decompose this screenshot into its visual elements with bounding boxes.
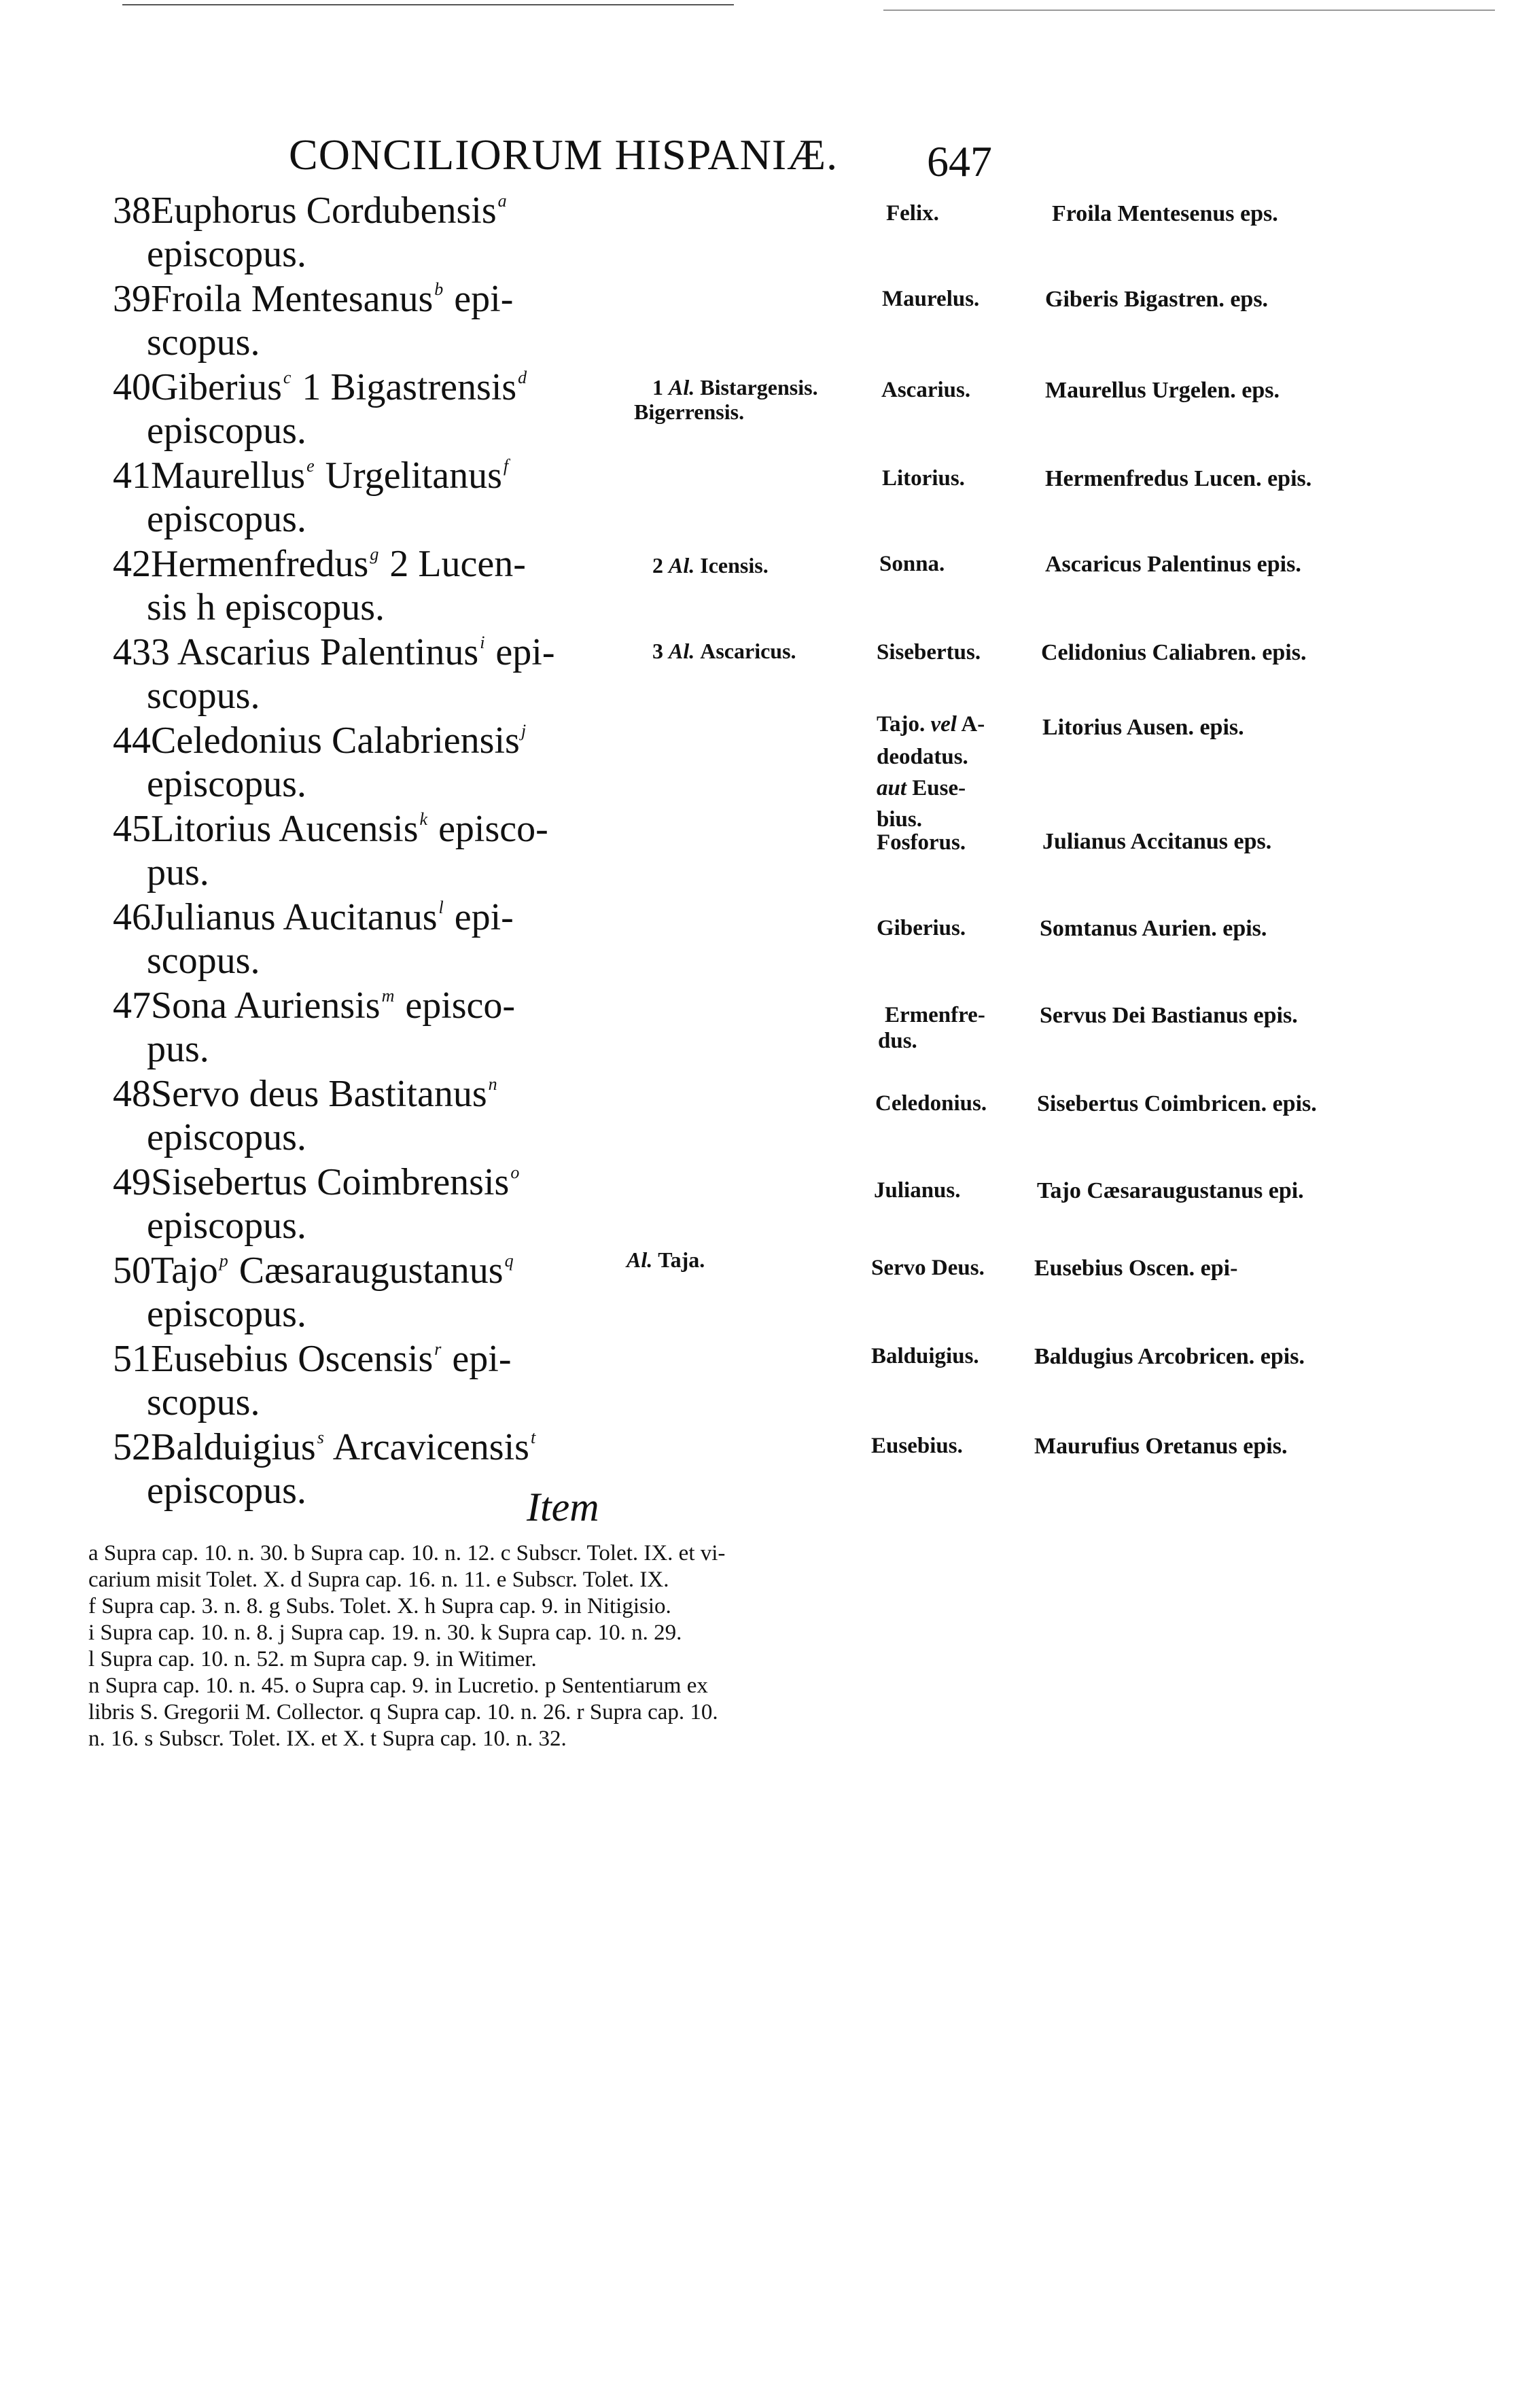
entry-line-2: episcopus.: [147, 1205, 306, 1247]
top-edge-rule-right: [883, 10, 1495, 11]
note-marker: d: [518, 368, 527, 387]
entry-name-cont: Urgelitanus: [315, 455, 502, 497]
variant-al: Al.: [669, 553, 701, 578]
column-see: Froila Mentesenus eps.: [1052, 201, 1278, 226]
entry-line-2: scopus.: [147, 1381, 260, 1423]
variant-text: Bistargensis.: [700, 375, 818, 400]
entry-line: [113, 1428, 537, 1466]
entry-line: [113, 1075, 499, 1113]
entry-line: [113, 1163, 521, 1201]
note-marker: t: [530, 1428, 536, 1447]
entry-line: [113, 1252, 515, 1290]
entry-line-2: pus.: [147, 851, 209, 893]
entry-name-cont: episco-: [429, 808, 548, 850]
column-name: Ermenfre-: [885, 1003, 985, 1027]
column-name: [877, 713, 985, 736]
column-name: Felix.: [886, 201, 939, 226]
column-name: Maurelus.: [882, 287, 980, 311]
entry-name: Froila Mentesanus: [151, 278, 434, 320]
variant-text: Taja.: [658, 1247, 705, 1272]
column-see: Servus Dei Bastianus epis.: [1040, 1003, 1298, 1028]
note-marker: p: [219, 1251, 228, 1271]
note-marker: c: [283, 368, 292, 387]
entry-number: 49: [113, 1161, 151, 1203]
note-marker: l: [438, 898, 444, 917]
note-marker: f: [503, 456, 509, 476]
entry-name-cont: 1 Bigastrensis: [292, 366, 517, 408]
column-name: Fosforus.: [877, 830, 966, 855]
entry-line-2: episcopus.: [147, 498, 306, 540]
note-marker: k: [419, 809, 428, 829]
column-see: Litorius Ausen. epis.: [1042, 715, 1244, 740]
entry-line-2: scopus.: [147, 940, 260, 982]
column-see: Baldugius Arcobricen. epis.: [1034, 1344, 1305, 1369]
footnote-line: f Supra cap. 3. n. 8. g Subs. Tolet. X. h Supra cap. 9. in Nitigisio.: [88, 1594, 671, 1618]
column-name: Servo Deus.: [871, 1256, 985, 1280]
entry-line-2: episcopus.: [147, 1116, 306, 1158]
column-name: Litorius.: [882, 466, 965, 491]
entry-name-cont: Arcavicensis: [325, 1426, 529, 1468]
footnote-line: i Supra cap. 10. n. 8. j Supra cap. 19. n. 30. k Supra cap. 10. n. 29.: [88, 1621, 682, 1645]
entry-line-2: pus.: [147, 1028, 209, 1070]
entry-number: 41: [113, 455, 151, 497]
column-name: dus.: [878, 1029, 917, 1053]
footnote-line: carium misit Tolet. X. d Supra cap. 16. n. 11. e Subscr. Tolet. IX.: [88, 1568, 669, 1592]
column-see: Ascaricus Palentinus epis.: [1045, 552, 1301, 577]
entry-line-2: episcopus.: [147, 233, 306, 275]
entry-name-cont: Cæsaraugustanus: [229, 1250, 504, 1292]
footnote-line: n. 16. s Subscr. Tolet. IX. et X. t Supra cap. 10. n. 32.: [88, 1727, 567, 1751]
note-marker: g: [370, 544, 379, 564]
note-marker: s: [317, 1428, 324, 1447]
entry-name: Giberius: [151, 366, 282, 408]
variant-number: 2: [652, 553, 669, 578]
entry-name-cont: epi-: [444, 896, 514, 938]
note-marker: e: [306, 456, 315, 476]
variant-note: [652, 554, 769, 576]
footnote-line: libris S. Gregorii M. Collector. q Supra cap. 10. n. 26. r Supra cap. 10.: [88, 1700, 718, 1724]
variant-al: Al.: [669, 639, 701, 663]
entry-name: Julianus Aucitanus: [151, 896, 438, 938]
entry-number: 50: [113, 1250, 151, 1292]
note-marker: q: [504, 1251, 514, 1271]
column-name: Balduigius.: [871, 1344, 979, 1368]
catchword: Item: [527, 1485, 599, 1529]
note-marker: i: [480, 633, 485, 652]
top-edge-rule: [122, 4, 734, 5]
entry-number: 43: [113, 631, 151, 673]
column-see: Hermenfredus Lucen. epis.: [1045, 466, 1312, 491]
entry-name-cont: 2 Lucen-: [380, 543, 526, 585]
name-part-italic: vel: [930, 712, 957, 737]
entry-line-2: episcopus.: [147, 410, 306, 452]
entry-line: [113, 192, 508, 230]
column-see: Celidonius Caliabren. epis.: [1041, 640, 1307, 665]
entry-name-cont: episco-: [395, 985, 516, 1027]
entry-number: 51: [113, 1338, 151, 1380]
column-see: Julianus Accitanus eps.: [1042, 829, 1272, 854]
variant-text: Ascaricus.: [700, 639, 796, 663]
entry-name: Litorius Aucensis: [151, 808, 419, 850]
variant-number: 3: [652, 639, 669, 663]
note-marker: a: [497, 191, 507, 211]
footnote-line: l Supra cap. 10. n. 52. m Supra cap. 9. in Witimer.: [88, 1647, 537, 1671]
entry-number: 39: [113, 278, 151, 320]
entry-line: [113, 722, 527, 760]
entry-name: Celedonius Calabriensis: [151, 720, 520, 762]
entry-line: [113, 368, 528, 406]
column-see: Somtanus Aurien. epis.: [1040, 916, 1267, 941]
column-name: bius.: [877, 807, 922, 832]
entry-number: 45: [113, 808, 151, 850]
column-see: Sisebertus Coimbricen. epis.: [1037, 1091, 1317, 1116]
column-name: Julianus.: [874, 1178, 961, 1203]
entry-name-cont: epi-: [444, 278, 514, 320]
entry-line-2: episcopus.: [147, 1470, 306, 1512]
entry-number: 40: [113, 366, 151, 408]
note-marker: m: [381, 986, 395, 1006]
name-part: Tajo.: [877, 712, 931, 737]
variant-text: Icensis.: [700, 553, 769, 578]
column-name: Celedonius.: [875, 1091, 987, 1116]
running-head: CONCILIORUM HISPANIÆ.: [289, 130, 839, 179]
variant-note: [652, 640, 796, 662]
entry-number: 46: [113, 896, 151, 938]
entry-name-cont: epi-: [486, 631, 555, 673]
column-name: Eusebius.: [871, 1434, 963, 1458]
variant-al: Al.: [627, 1247, 658, 1272]
column-see: Giberis Bigastren. eps.: [1045, 287, 1269, 312]
entry-number: 38: [113, 190, 151, 232]
entry-name: Maurellus: [151, 455, 306, 497]
column-name: Sonna.: [879, 552, 945, 576]
entry-name: Servo deus Bastitanus: [151, 1073, 487, 1115]
entry-name: Euphorus Cordubensis: [151, 190, 497, 232]
entry-line: [113, 545, 526, 583]
entry-number: 48: [113, 1073, 151, 1115]
column-see: Maurellus Urgelen. eps.: [1045, 378, 1280, 403]
footnote-line: n Supra cap. 10. n. 45. o Supra cap. 9. in Lucretio. p Sententiarum ex: [88, 1674, 708, 1698]
page-number: 647: [927, 137, 992, 185]
column-name: Sisebertus.: [877, 640, 981, 665]
variant-number: 1: [652, 375, 669, 400]
variant-note-line2: Bigerrensis.: [634, 400, 745, 424]
entry-name: Sisebertus Coimbrensis: [151, 1161, 510, 1203]
entry-name: Hermenfredus: [151, 543, 369, 585]
note-marker: b: [434, 279, 444, 299]
entry-line: [113, 987, 515, 1025]
entry-name: Tajo: [151, 1250, 218, 1292]
entry-line: [113, 1340, 511, 1378]
entry-line: [113, 457, 510, 495]
entry-name: Sona Auriensis: [151, 985, 381, 1027]
variant-note: [627, 1249, 705, 1271]
entry-line-2: episcopus.: [147, 763, 306, 805]
entry-line: [113, 280, 513, 318]
column-see: Tajo Cæsaraugustanus epi.: [1037, 1178, 1304, 1203]
note-marker: o: [510, 1163, 520, 1182]
entry-line-2: episcopus.: [147, 1293, 306, 1335]
variant-al: Al.: [669, 375, 701, 400]
column-see: Eusebius Oscen. epi-: [1034, 1256, 1238, 1281]
entry-line: [113, 633, 554, 671]
entry-name: Balduigius: [151, 1426, 316, 1468]
footnote-line: a Supra cap. 10. n. 30. b Supra cap. 10. n. 12. c Subscr. Tolet. IX. et vi-: [88, 1541, 726, 1565]
note-marker: n: [488, 1074, 497, 1094]
name-part-italic: aut: [877, 776, 907, 800]
column-name: Ascarius.: [881, 378, 971, 402]
entry-number: 52: [113, 1426, 151, 1468]
entry-number: 42: [113, 543, 151, 585]
entry-name: Eusebius Oscensis: [151, 1338, 434, 1380]
entry-name: 3 Ascarius Palentinus: [151, 631, 479, 673]
entry-line-2: sis h episcopus.: [147, 586, 385, 628]
entry-line-2: scopus.: [147, 321, 260, 364]
entry-line: [113, 810, 548, 848]
entry-number: 44: [113, 720, 151, 762]
variant-note: [652, 376, 818, 398]
column-name: deodatus.: [877, 745, 968, 769]
column-name: Giberius.: [877, 916, 966, 940]
note-marker: r: [434, 1339, 442, 1359]
entry-line-2: scopus.: [147, 675, 260, 717]
name-part: Euse-: [906, 776, 966, 800]
entry-number: 47: [113, 985, 151, 1027]
name-part: A-: [956, 712, 985, 737]
column-see: Maurufius Oretanus epis.: [1034, 1434, 1288, 1459]
entry-line: [113, 898, 514, 936]
note-marker: j: [521, 721, 527, 741]
column-name: [877, 777, 966, 800]
entry-name-cont: epi-: [442, 1338, 512, 1380]
